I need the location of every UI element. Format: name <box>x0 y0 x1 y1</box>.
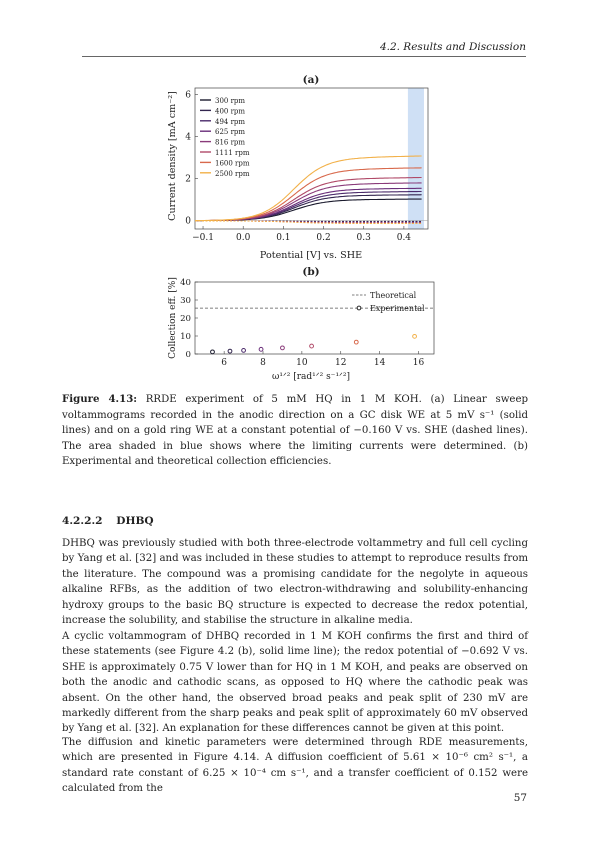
paragraph-1: DHBQ was previously studied with both three-electrode voltammetry and full cell cycling by Yang et al. [32] and was included in these studies to attempt to reproduce results from the literature. The compound was a promising candidate for the negolyte in aqueous alkaline RFBs, as the addition of two electron-withdrawing and solubility-enhancing hydroxy groups to the basic BQ structure is expected to decrease the redox potential, increase the solubility, and stabilise the structure in alkaline media. <box>62 538 528 627</box>
legend-entry: 2500 rpm <box>215 169 250 178</box>
x-tick-label: 0.3 <box>356 233 371 243</box>
legend-entry-theoretical: Theoretical <box>370 291 417 300</box>
disk-current-curve <box>195 188 422 220</box>
caption-text: RRDE experiment of 5 mM HQ in 1 M KOH. (a) Linear sweep voltammograms recorded in the anodic direction on a GC disk WE at 5 mV s⁻¹ (solid lines) and on a gold ring WE at a constant potential of −0.160 V vs. SHE (dashed lines). The area shaded in blue shows where the limiting currents were determined. (b) Experimental and theoretical collection efficiencies. <box>62 394 528 468</box>
legend-entry: 816 rpm <box>215 138 246 147</box>
panel-b-chart <box>180 278 434 368</box>
experimental-point <box>354 340 358 344</box>
legend-entry: 494 rpm <box>215 117 246 126</box>
experimental-point <box>413 334 417 338</box>
x-tick-label: −0.1 <box>192 233 214 243</box>
figure-4-13 <box>0 0 595 390</box>
panel-a-chart <box>185 88 428 243</box>
paragraph-3: The diffusion and kinetic parameters were determined through RDE measurements, which are presented in Figure 4.14. A diffusion coefficient of 5.61 × 10⁻⁶ cm² s⁻¹, a standard rate constant of 6.25 × 10⁻⁴ cm s⁻¹, and a transfer coefficient of 0.152 were calculated from the <box>62 737 528 795</box>
legend-entry: 1111 rpm <box>215 149 250 157</box>
legend-entry: 1600 rpm <box>215 159 250 168</box>
y-tick-label: 10 <box>180 332 191 342</box>
experimental-point <box>211 350 215 354</box>
x-tick-label: 0.2 <box>316 233 331 243</box>
experimental-point <box>242 349 246 353</box>
y-tick-label: 6 <box>185 90 191 101</box>
running-title: 4.2. Results and Discussion <box>379 41 526 53</box>
y-tick-label: 40 <box>180 278 191 288</box>
x-tick-label: 0.0 <box>236 233 251 243</box>
page-number: 57 <box>513 792 527 804</box>
caption-label: Figure 4.13: <box>62 393 138 405</box>
limiting-current-shaded-area <box>408 88 424 229</box>
x-tick-label: 16 <box>412 358 425 368</box>
legend-entry-experimental: Experimental <box>370 304 425 313</box>
y-tick-label: 0 <box>185 350 191 360</box>
x-tick-label: 12 <box>335 358 347 368</box>
legend-entry: 625 rpm <box>215 128 246 137</box>
x-tick-label: 0.1 <box>276 233 291 243</box>
y-tick-label: 4 <box>185 132 191 143</box>
y-tick-label: 20 <box>180 314 191 324</box>
legend-entry: 400 rpm <box>215 107 246 116</box>
panel-a-label: (a) <box>302 74 320 86</box>
panel-b-ylabel: Collection eff. [%] <box>168 277 178 359</box>
panel-b-label: (b) <box>302 266 320 278</box>
y-tick-label: 30 <box>180 296 191 306</box>
panel-b-xlabel: ω¹ᐟ² [rad¹ᐟ² s⁻¹ᐟ²] <box>272 372 350 382</box>
panel-a-xlabel: Potential [V] vs. SHE <box>259 250 363 261</box>
section-heading <box>62 515 154 527</box>
experimental-point <box>281 346 285 350</box>
legend-entry: 300 rpm <box>215 97 246 105</box>
x-tick-label: 0.4 <box>396 233 412 243</box>
experimental-point <box>228 349 232 353</box>
paragraph-2: A cyclic voltammogram of DHBQ recorded in 1 M KOH confirms the first and third of these statements (see Figure 4.2 (b), solid lime line); the redox potential of −0.692 V vs. SHE is approximately 0.75 V lower than for HQ in 1 M KOH, and peaks are observed on both the anodic and cathodic scans, as opposed to HQ where the cathodic peak was absent. On the other hand, the observed broad peaks and peak split of 230 mV are markedly different from the sharp peaks and peak split of approximately 60 mV observed by Yang et al. [32]. An explanation for these differences cannot be given at this point. <box>62 631 528 735</box>
experimental-point <box>259 347 263 351</box>
figure-caption <box>62 392 528 470</box>
panel-a-ylabel: Current density [mA cm⁻²] <box>167 91 178 221</box>
x-tick-label: 10 <box>296 358 308 368</box>
y-tick-label: 0 <box>185 216 191 227</box>
experimental-point <box>310 344 314 348</box>
section-title: DHBQ <box>116 515 154 527</box>
x-tick-label: 8 <box>260 358 266 368</box>
x-tick-label: 14 <box>373 358 386 368</box>
x-tick-label: 6 <box>221 358 228 368</box>
section-number: 4.2.2.2 <box>62 515 103 527</box>
y-tick-label: 2 <box>185 174 191 185</box>
